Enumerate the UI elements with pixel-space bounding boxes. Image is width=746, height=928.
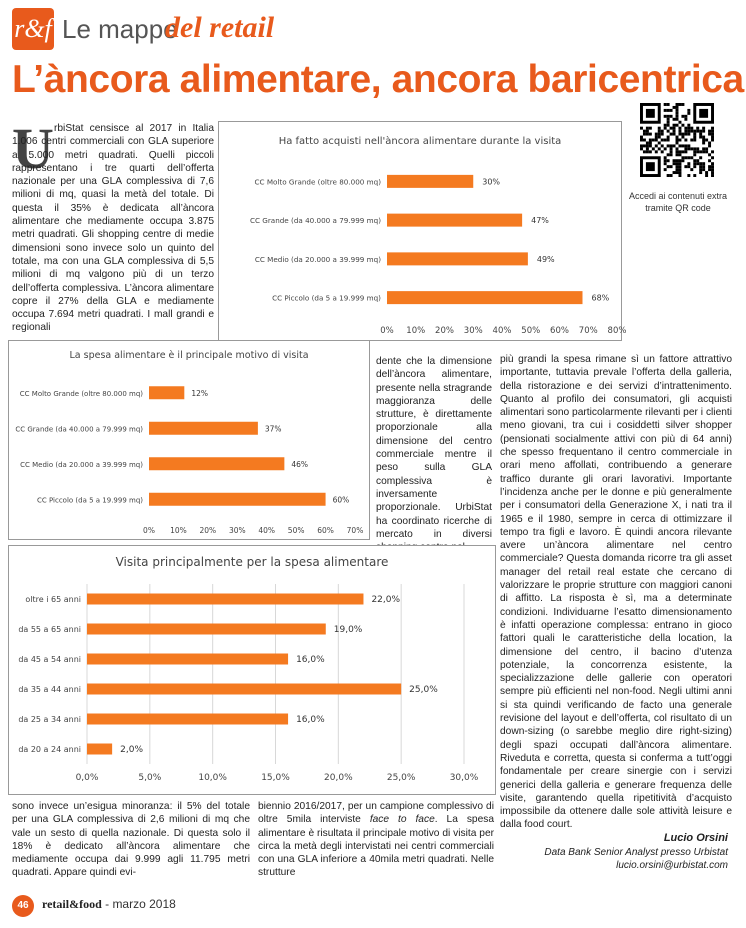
x-tick-label: 20% [435,326,454,336]
x-tick-label: 40% [492,326,512,336]
issue-date: - marzo 2018 [105,897,176,911]
bar [87,594,363,605]
data-label: 68% [591,293,610,303]
article-column-5 [258,800,494,880]
paragraph-3: dente che la dimensione dell’àncora alimentare, presente nella stragrande maggioranza delle strutture, è direttamente proporzionale alla dimensione del centro commerciale mentre il peso sulla GLA complessiva è inversamente proporzionale. UrbiStat ha coordinato ricerche di mercato in diversi [376,356,492,540]
x-tick-label: 60% [550,326,569,336]
bar [149,457,284,470]
x-tick-label: 10% [406,326,426,336]
bar [149,422,258,435]
brand-logo: r&f [12,8,54,50]
chart-age-box [8,545,496,795]
x-tick-label: 25,0% [386,773,416,783]
bar [87,624,326,635]
paragraph-1: rbiStat censisce al 2017 in Italia 1.006 centri commerciali con GLA superiore a 5.000 metri quadrati. Quelli piccoli rappresentano i tre quarti dell’offerta nazionale per una GLA complessiva di 7,6 milioni di mq, quasi la metà del totale. Di questa il 35% è dedicata all’àncora alimentare che mediamente occupa 3.875 metri quadrati. Gli shopping centre di medie dimensioni sono invece solo un quinto del totale, ma con una GLA complessiva di 5,5 milioni di mq valgono più di un terzo dell’offerta complessiva. L’àncora alimentare copre il 27% della GLA e mediamente occupa 7.694 metri quadrati. I mall grandi e regionali [12,123,214,334]
bar [387,214,522,227]
data-label: 12% [191,388,208,398]
x-tick-label: 30,0% [449,773,479,783]
drop-cap: U [12,116,54,181]
paragraph-4: biennio 2016/2017, per un campione complessivo di oltre 5mila interviste face to face. La spesa alimentare è risultata il principale motivo di visita per circa la metà degli intervistati nei centri commerciali con una GLA inferiore a 40mila metri quadrati. Nelle strutture [258,801,495,879]
x-tick-label: 10,0% [198,773,227,783]
qr-code-icon[interactable] [640,103,714,177]
x-tick-label: 80% [607,326,627,336]
bar [87,684,401,695]
x-tick-label: 20% [199,526,217,535]
category-label: da 55 a 65 anni [18,625,81,634]
chart-main-reason-box [8,340,370,540]
section-prefix: Le mappe [62,14,178,44]
bar [87,744,112,755]
x-tick-label: 10% [170,526,187,535]
bar [149,493,326,506]
chart-age [9,546,495,794]
x-tick-label: 50% [287,526,305,535]
category-label: CC Molto Grande (oltre 80.000 mq) [19,389,143,398]
author-role: Data Bank Senior Analyst presso Urbistat [544,847,728,858]
bar [387,252,528,265]
x-tick-label: 60% [317,526,334,535]
data-label: 19,0% [333,625,363,635]
bar [387,175,473,188]
chart-title: Visita principalmente per la spesa alimentare [115,555,389,569]
data-label: 47% [531,216,549,226]
chart-main-reason [9,341,369,539]
x-tick-label: 0% [143,526,155,535]
data-label: 46% [291,459,309,469]
author-name: Lucio Orsini [663,832,728,844]
x-tick-label: 15,0% [261,773,290,783]
category-label: CC Piccolo (da 5 a 19.999 mq) [272,293,381,303]
x-tick-label: 20,0% [324,773,353,783]
data-label: 22,0% [371,595,401,605]
paragraph-2: sono invece un’esigua minoranza: il 5% del totale per una GLA complessiva di 2,6 milioni di mq che vale un sesto di quella nazionale. Di questa solo il 18% è dedicato all’àncora alimentare che mediamente occupa dai 9.999 agli 11.795 metri quadrati. Appare quindi evi- [12,801,250,879]
data-label: 2,0% [120,745,144,755]
qr-caption: Accedi ai contenuti extra tramite QR code [628,191,728,213]
x-tick-label: 5,0% [138,773,162,783]
section-suffix: del retail [165,11,275,44]
data-label: 25,0% [409,685,438,695]
data-label: 60% [332,495,350,505]
bar [387,291,583,304]
x-tick-label: 70% [346,526,364,535]
chart-purchases [219,122,627,340]
chart-purchases-box [218,121,627,341]
bar [87,654,288,665]
x-tick-label: 0,0% [75,773,99,783]
article-column-2 [376,355,492,554]
data-label: 16,0% [296,655,325,665]
chart-title: La spesa alimentare è il principale motivo di visita [69,350,309,361]
data-label: 30% [482,177,501,187]
category-label: CC Molto Grande (oltre 80.000 mq) [254,177,381,187]
bar [149,386,184,399]
x-tick-label: 30% [228,526,246,535]
category-label: oltre i 65 anni [25,595,81,604]
category-label: CC Grande (da 40.000 a 79.999 mq) [15,425,143,434]
category-label: CC Medio (da 20.000 a 39.999 mq) [20,460,143,469]
page-number: 46 [12,895,34,917]
category-label: da 35 a 44 anni [18,685,81,694]
category-label: CC Medio (da 20.000 a 39.999 mq) [254,254,381,264]
page-title: L’àncora alimentare, ancora baricentrica [12,58,744,101]
category-label: da 25 a 34 anni [18,715,81,724]
x-tick-label: 40% [258,526,276,535]
data-label: 49% [536,254,555,264]
data-label: 16,0% [296,715,325,725]
article-column-1 [12,116,214,335]
category-label: da 45 a 54 anni [18,655,81,664]
x-tick-label: 50% [521,326,541,336]
article-column-4 [12,800,250,880]
x-tick-label: 30% [463,326,483,336]
publication-info [42,897,176,912]
x-tick-label: 0% [380,326,394,336]
bar [87,714,288,725]
data-label: 37% [264,424,282,434]
article-column-3 [500,353,732,832]
category-label: CC Grande (da 40.000 a 79.999 mq) [249,216,381,226]
chart-title: Ha fatto acquisti nell'àncora alimentare durante la visita [278,136,562,147]
category-label: da 20 a 24 anni [18,745,81,754]
x-tick-label: 70% [578,326,598,336]
author-email[interactable]: lucio.orsini@urbistat.com [616,860,728,871]
paragraph-5: più grandi la spesa rimane sì un fattore attrattivo importante, tuttavia prevale l’offerta della galleria, della ristorazione e dei servizi d’intrattenimento. Quanto al profilo dei consumatori, gli acquisti alimentari sono particolarmente rilevanti per i clienti meno giovani, tra cui i cosiddetti silver shopper (pensionati socialmente attivi con più di 64 anni) che spesso frequentano il centro commerciale in orari meno affollati, contribuendo a generare traffico durante gli orari lavorativi. Importante l’incidenza anche per le donne e più generalmente per i consumatori della Generazione X, i nati tra il 1965 e il 1980, sempre in cerca di ottimizzare il tempo tra figli e lavoro. È quindi ancora rilevante avere un’àncora alimentare nel centro commerciale? Questa domanda ricorre tra gli asset manager del retail real estate che cercano di valorizzare le proprie strutture con maggiori canoni di affitto. La risposta è sì, ma a determinate condizioni. Individuarne l’esatto dimensionamento è infatti operazione complessa: entrano in gioco fattori quali le caratteristiche della location, la dimensione del centro, il bacino d’utenza potenziale, la concorrenza esistente, la specializzazione delle gallerie con operatori sempre più efficienti nel non-food. Negli ultimi anni si sta quindi verificando de facto una generale revisione del layout e dell’offerta, col risultato di un down-sizing (o sarebbe meglio dire right-sizing) degli spazi occupati dall’àncora alimentare. Riveduta e corretta, questa si conferma a tutt’oggi fondamentale per creare sinergie con i servizi generici della galleria e generare frequenza delle visite, garantendo quella ripetitività d’acquisto impossibile da ottenere dalle sole attività leisure e dalla food court. [500,354,732,831]
category-label: CC Piccolo (da 5 a 19.999 mq) [36,496,143,505]
publication-name: retail&food [42,897,102,911]
